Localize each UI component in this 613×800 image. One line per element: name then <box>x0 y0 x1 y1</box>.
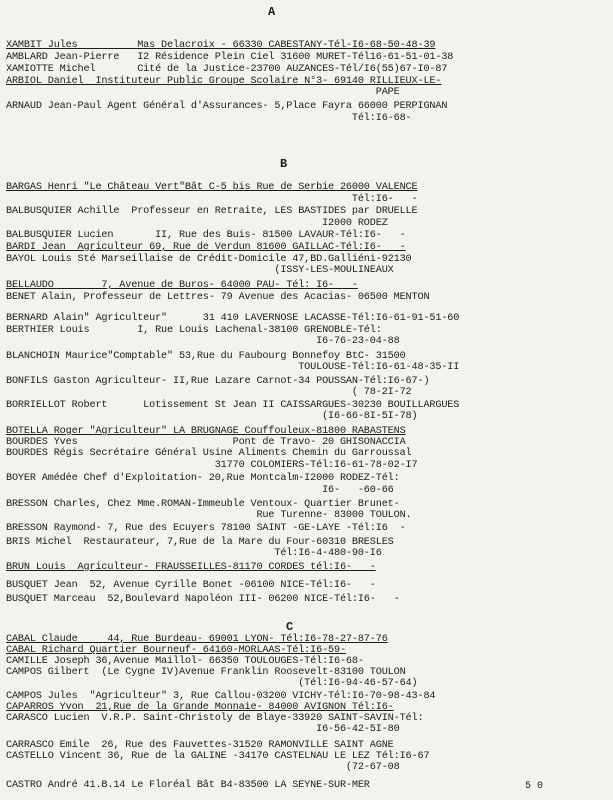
entry-line: BRIS Michel Restaurateur, 7,Rue de la Mare du Four-60310 BRESLES <box>6 537 394 548</box>
entry-line: BRESSON Charles, Chez Mme.ROMAN-Immeuble Ventoux- Quartier Brunet- <box>6 499 400 510</box>
entry-line: CARRASCO Emile 26, Rue des Fauvettes-31520 RAMONVILLE SAINT AGNE <box>6 740 394 751</box>
entry-line: I6-76-23-04-88 <box>6 336 400 347</box>
entry-line: ARNAUD Jean-Paul Agent Général d'Assurances- 5,Place Fayra 66000 PERPIGNAN <box>6 101 448 112</box>
entry-line: BENET Alain, Professeur de Lettres- 79 Avenue des Acacias- 06500 MENTON <box>6 292 430 303</box>
entry-line: TOULOUSE-Tél:I6-61-48-35-II <box>6 362 460 373</box>
entry-line: (ISSY-LES-MOULINEAUX <box>6 265 394 276</box>
section-letter-a: A <box>268 5 276 19</box>
entry-line: BALBUSQUIER Lucien II, Rue des Buis- 81500 LAVAUR-Tél:I6- - <box>6 230 406 241</box>
entry-line: CAPARROS Yvon 21,Rue de la Grande Monnaie- 84000 AVIGNON Tél:I6- <box>6 702 394 713</box>
entry-line: CAMPOS Gilbert (Le Cygne IV)Avenue Franklin Roosevelt-83100 TOULON <box>6 667 406 678</box>
entry-line: Tél:I6- - <box>6 194 418 205</box>
entry-line: BARGAS Henri "Le Château Vert"Bât C-5 bis Rue de Serbie 26000 VALENCE <box>6 182 418 193</box>
entry-line: ARBIOL Daniel Instituteur Public Groupe Scolaire N°3- 69140 RILLIEUX-LE- <box>6 76 442 87</box>
entry-line: BAYOL Louis Sté Marseillaise de Crédit-Domicile 47,BD.Galliéni-92130 <box>6 254 412 265</box>
section-letter-b: B <box>280 157 288 171</box>
entry-line: BERNARD Alain" Agriculteur" 31 410 LAVERNOSE LACASSE-Tél:I6-61-91-51-60 <box>6 313 460 324</box>
entry-line: I2000 RODEZ <box>6 218 388 229</box>
entry-line: 31770 COLOMIERS-Tél:I6-61-78-02-I7 <box>6 460 418 471</box>
page-number: 5 0 <box>524 781 543 792</box>
entry-line: BOYER Amédée Chef d'Exploitation- 20,Rue Montcalm-I2000 RODEZ-Tél: <box>6 473 400 484</box>
entry-line: BOURDES Régis Secrétaire Général Usine Aliments Chemin du Garroussal <box>6 448 412 459</box>
entry-line: ( 78-2I-72 <box>6 387 412 398</box>
entry-line: PAPE <box>6 87 400 98</box>
entry-line: (Tél:I6-94-46-57-64) <box>6 678 418 689</box>
entry-line: BELLAUDO 7, Avenue de Buros- 64000 PAU- Tél: I6- - <box>6 280 358 291</box>
entry-line: CAMILLE Joseph 36,Avenue Maillol- 66350 TOULOUGES-Tél:I6-68- <box>6 656 364 667</box>
entry-line: BERTHIER Louis I, Rue Louis Lachenal-38100 GRENOBLE-Tél: <box>6 325 382 336</box>
section-letter-c: C <box>286 620 294 634</box>
entry-line: (72-67-08 <box>6 762 400 773</box>
entry-line: BORRIELLOT Robert Lotissement St Jean II CAISSARGUES-30230 BOUILLARGUES <box>6 400 460 411</box>
entry-line: CASTELLO Vincent 36, Rue de la GALINE -34170 CASTELNAU LE LEZ Tél:I6-67 <box>6 751 430 762</box>
entry-line: I6- -60-66 <box>6 485 394 496</box>
entry-line: XAMIOTTE Michel Cité de la Justice-23700 AUZANCES-Tél/I6(55)67-I0-87 <box>6 64 448 75</box>
entry-line: CAMPOS Jules "Agriculteur" 3, Rue Callou-03200 VICHY-Tél:I6-70-98-43-84 <box>6 691 436 702</box>
entry-line: CASTRO André 41.B.14 Le Floréal Bât B4-83500 LA SEYNE-SUR-MER <box>6 780 370 791</box>
entry-line: BUSQUET Jean 52, Avenue Cyrille Bonet -06100 NICE-Tél:I6- - <box>6 580 376 591</box>
entry-line: BRUN Louis Agriculteur- FRAUSSEILLES-81170 CORDES tél:I6- - <box>6 562 376 573</box>
entry-line: BUSQUET Marceau 52,Boulevard Napoléon III- 06200 NICE-Tél:I6- - <box>6 594 400 605</box>
entry-line: CABAL Claude 44, Rue Burdeau- 69001 LYON- Tél:I6-78-27-87-76 <box>6 634 388 645</box>
entry-line: (I6-66-8I-5I-78) <box>6 411 418 422</box>
entry-line: Tél:I6-68- <box>6 113 412 124</box>
entry-line: Tél:I6-4-480-90-I6 <box>6 548 382 559</box>
entry-line: CABAL Richard Quartier Bourneuf- 64160-MORLAAS-Tél:I6-59- <box>6 645 346 656</box>
entry-line: I6-56-42-5I-80 <box>6 724 400 735</box>
entry-line: BOTELLA Roger "Agriculteur" LA BRUGNAGE Couffouleux-81800 RABASTENS <box>6 426 406 437</box>
entry-line: BONFILS Gaston Agriculteur- II,Rue Lazare Carnot-34 POUSSAN-Tél:I6-67-) <box>6 376 430 387</box>
entry-line: XAMBIT Jules Mas Delacroix - 66330 CABESTANY-Tél-I6-68-50-48-39 <box>6 40 436 51</box>
entry-line: AMBLARD Jean-Pierre I2 Résidence Plein Ciel 31600 MURET-Tél16-61-51-01-38 <box>6 52 454 63</box>
entry-line: Rue Turenne- 83000 TOULON. <box>6 510 412 521</box>
entry-line: BLANCHOIN Maurice"Comptable" 53,Rue du Faubourg Bonnefoy BtC- 31500 <box>6 351 406 362</box>
entry-line: CARASCO Lucien V.R.P. Saint-Christoly de Blaye-33920 SAINT-SAVIN-Tél: <box>6 713 424 724</box>
entry-line: BRESSON Raymond- 7, Rue des Ecuyers 78100 SAINT -GE-LAYE -Tél:I6 - <box>6 523 406 534</box>
entry-line: BARDI Jean Agriculteur 69, Rue de Verdun 81600 GAILLAC-Tél:I6- - <box>6 242 406 253</box>
entry-line: BALBUSQUIER Achille Professeur en Retraite, LES BASTIDES par DRUELLE <box>6 206 418 217</box>
entry-line: BOURDES Yves Pont de Travo- 20 GHISONACCIA <box>6 437 406 448</box>
